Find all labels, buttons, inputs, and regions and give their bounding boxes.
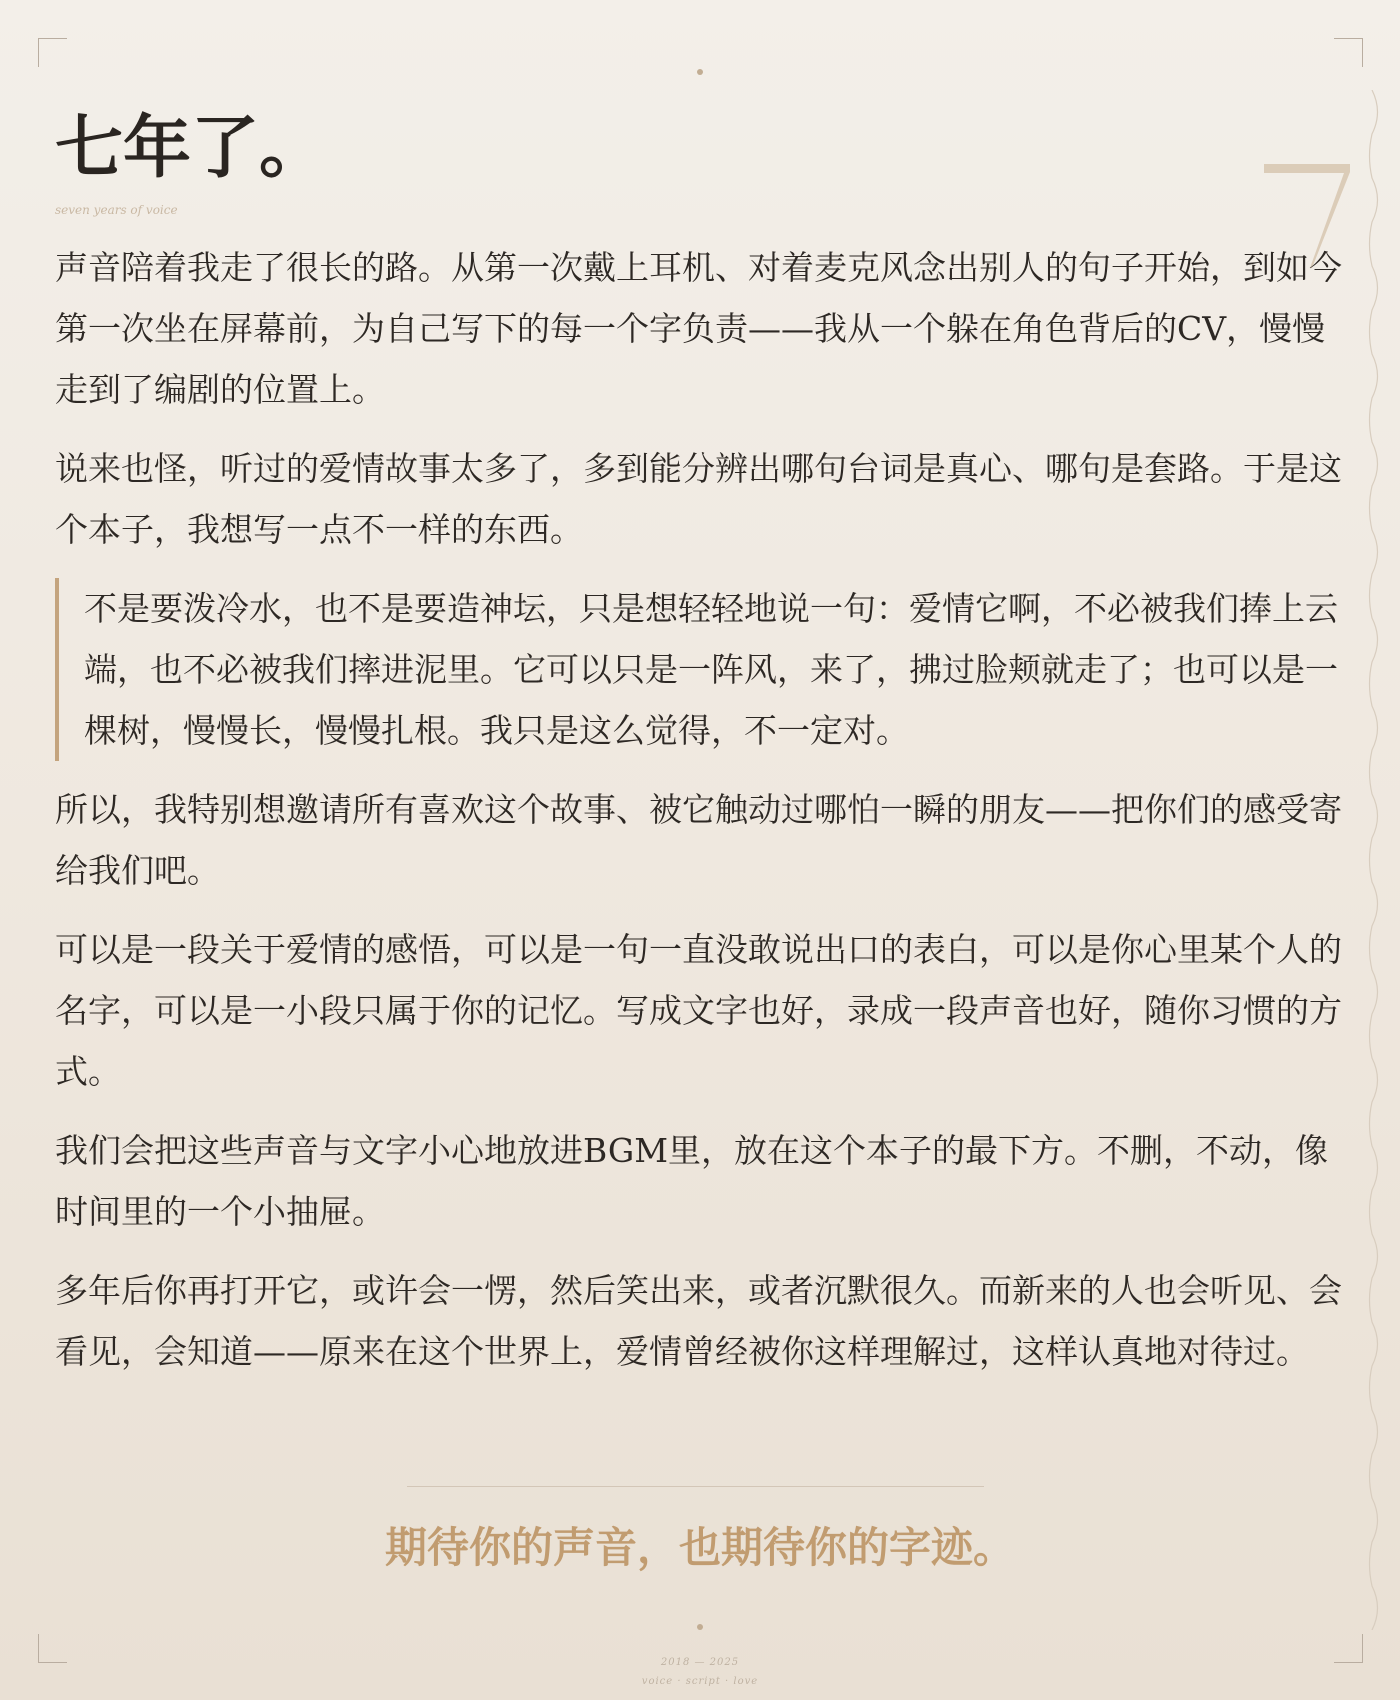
bottom-dot-ornament [697,1624,703,1630]
quote-block: 不是要泼冷水，也不是要造神坛，只是想轻轻地说一句：爱情它啊，不必被我们捧上云端，也不必被我们摔进泥里。它可以只是一阵风，来了，拂过脸颊就走了；也可以是一棵树，慢慢长，慢慢扎根。我只是这么觉得，不一定对。 [55,578,1345,761]
corner-ornament-top-right [1334,38,1363,67]
paragraph: 声音陪着我走了很长的路。从第一次戴上耳机、对着麦克风念出别人的句子开始，到如今第一次坐在屏幕前，为自己写下的每一个字负责——我从一个躲在角色背后的CV，慢慢走到了编剧的位置上。 [55,248,1342,409]
footer-motto: voice · script · love [641,1676,759,1687]
closing-divider [407,1486,984,1487]
paragraph: 所以，我特别想邀请所有喜欢这个故事、被它触动过哪怕一瞬的朋友——把你们的感受寄给我们吧。 [55,790,1342,890]
paragraph: 多年后你再打开它，或许会一愣，然后笑出来，或者沉默很久。而新来的人也会听见、会看见，会知道——原来在这个世界上，爱情曾经被你这样理解过，这样认真地对待过。 [55,1271,1342,1371]
paragraph: 我们会把这些声音与文字小心地放进BGM里，放在这个本子的最下方。不删，不动，像时间里的一个小抽屉。 [55,1131,1329,1231]
closing-line: 期待你的声音，也期待你的字迹。 [384,1523,1015,1572]
page-subtitle: seven years of voice [55,203,178,217]
paragraph: 可以是一段关于爱情的感悟，可以是一句一直没敢说出口的表白，可以是你心里某个人的名字，可以是一小段只属于你的记忆。写成文字也好，录成一段声音也好，随你习惯的方式。 [55,930,1342,1091]
letter-body [55,237,1345,1400]
top-dot-ornament [697,69,703,75]
footer-years: 2018 — 2025 [660,1657,740,1668]
paragraph: 说来也怪，听过的爱情故事太多了，多到能分辨出哪句台词是真心、哪句是套路。于是这个本子，我想写一点不一样的东西。 [55,449,1342,549]
page-title: 七年了。 [55,108,328,188]
wavy-line-decoration [1366,90,1386,1630]
corner-ornament-top-left [38,38,67,67]
